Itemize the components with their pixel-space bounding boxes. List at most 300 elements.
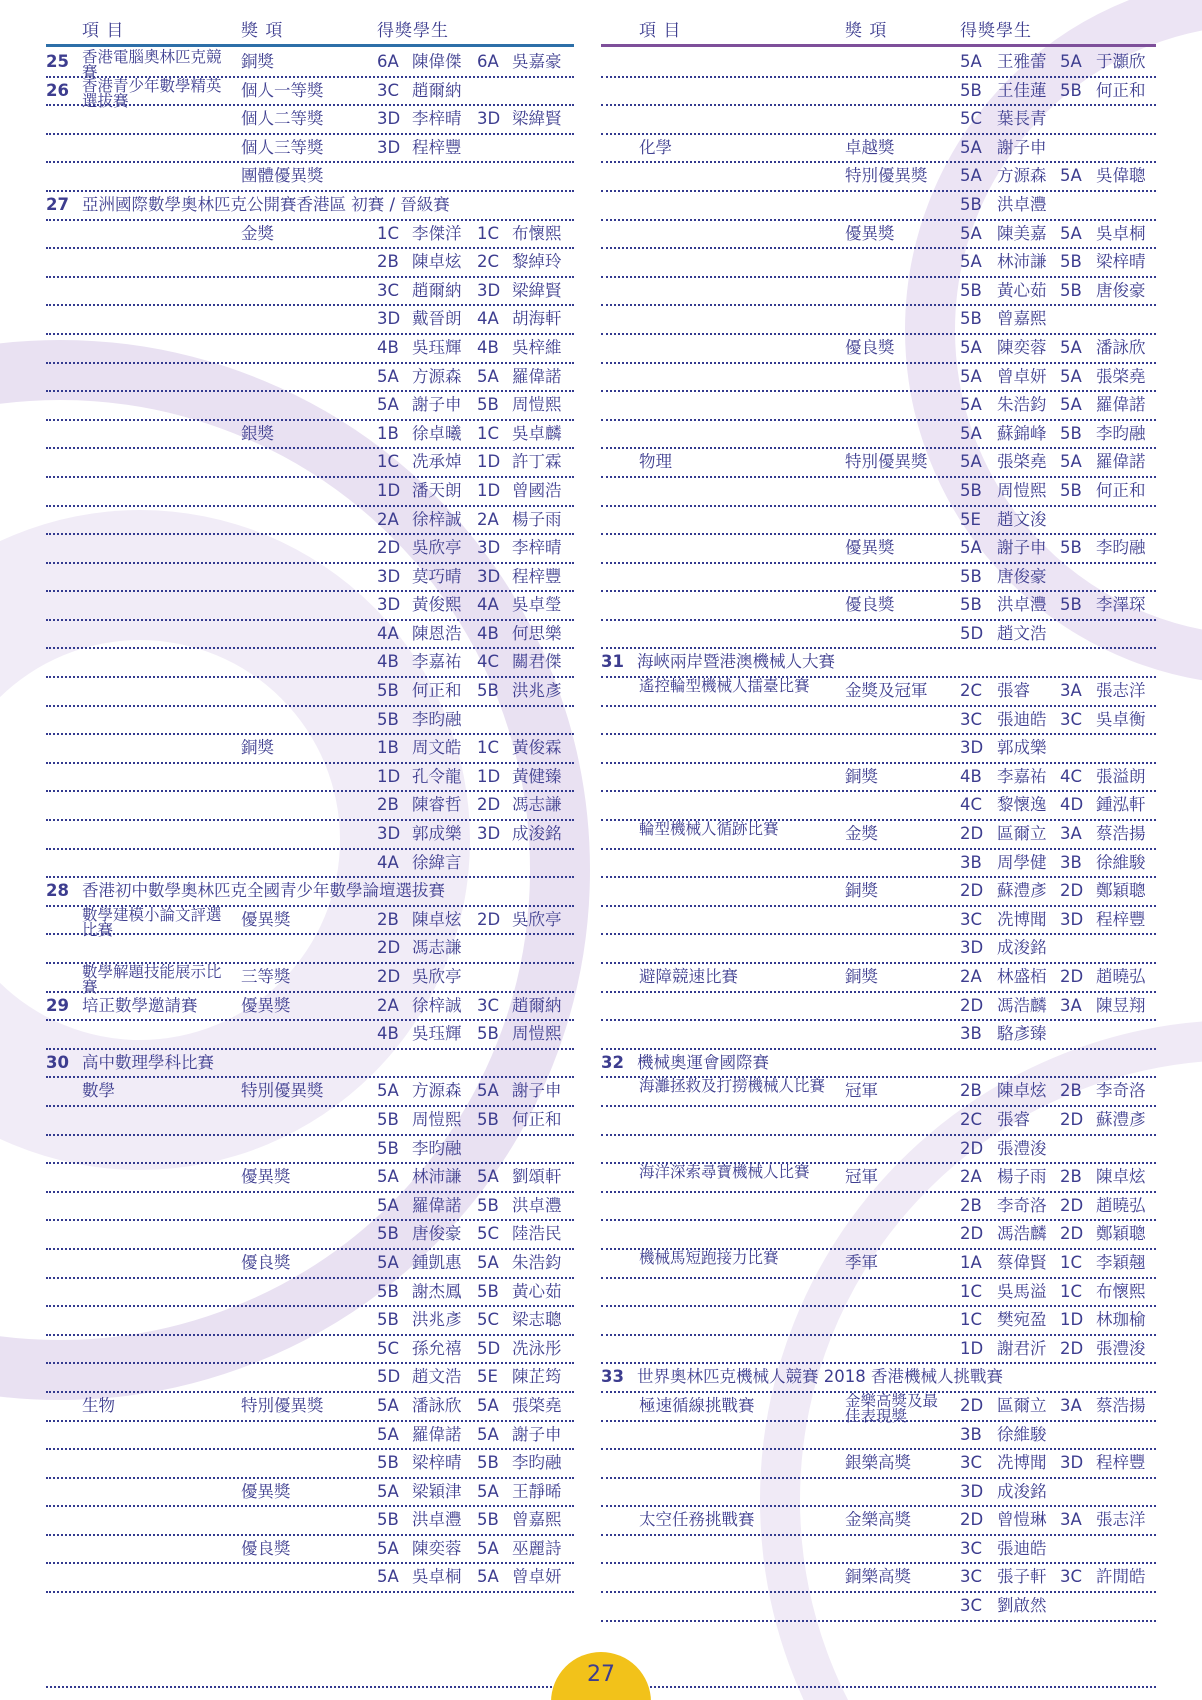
table-row (601, 278, 1156, 307)
class-code: 5B (1060, 423, 1082, 443)
table-row (46, 1164, 574, 1193)
class-code: 5A (477, 1424, 499, 1444)
student-name: 趙曉弘 (1096, 1195, 1146, 1215)
award-name: 金獎 (241, 223, 274, 243)
student-name: 梁緯賢 (512, 280, 562, 300)
class-code: 5B (1060, 538, 1082, 558)
student-name: 楊子雨 (997, 1167, 1047, 1187)
student-name: 李梓晴 (412, 109, 462, 129)
award-name: 優異獎 (845, 538, 895, 558)
class-code: 2A (477, 509, 499, 529)
class-code: 2B (377, 252, 399, 272)
class-code: 5B (960, 566, 982, 586)
student-name: 何正和 (412, 681, 462, 701)
item-name: 輪型機械人循跡比賽 (639, 820, 779, 839)
table-row (601, 478, 1156, 507)
class-code: 5A (1060, 166, 1082, 186)
competition-number: 33 (601, 1367, 624, 1387)
table-row (46, 421, 574, 450)
item-name: 海灘拯救及打撈機械人比賽 (639, 1077, 826, 1096)
award-name: 冠軍 (845, 1081, 878, 1101)
table-row (46, 192, 574, 221)
class-code: 2D (1060, 1109, 1084, 1129)
award-name: 優良獎 (845, 337, 895, 357)
class-code: 5B (477, 1281, 499, 1301)
class-code: 5A (477, 1081, 499, 1101)
student-name: 趙曉弘 (1096, 967, 1146, 986)
student-name: 周愷熙 (512, 395, 562, 415)
table-row (601, 78, 1156, 107)
student-name: 樊宛盈 (997, 1310, 1047, 1330)
class-code: 5B (1060, 252, 1082, 272)
table-row (46, 48, 574, 81)
class-code: 5E (477, 1367, 498, 1387)
award-name: 銀樂高獎 (845, 1453, 911, 1473)
header-award: 獎 項 (845, 21, 888, 41)
class-code: 5B (377, 1224, 399, 1244)
award-name: 個人三等獎 (241, 137, 324, 157)
award-name: 卓越獎 (845, 137, 895, 157)
student-name: 鍾凱惠 (412, 1252, 462, 1272)
class-code: 5B (960, 194, 982, 214)
class-code: 2D (960, 1224, 984, 1244)
class-code: 2D (1060, 1224, 1084, 1244)
table-row (46, 764, 574, 793)
table-row (601, 392, 1156, 421)
table-row (46, 678, 574, 707)
class-code: 5A (960, 423, 982, 443)
student-name: 周文皓 (412, 738, 462, 758)
table-row (601, 678, 1156, 707)
table-row (601, 1279, 1156, 1308)
student-name: 曾愷琳 (997, 1510, 1047, 1530)
competition-number: 30 (46, 1052, 69, 1072)
class-code: 5A (377, 1538, 399, 1558)
student-name: 郭成樂 (997, 738, 1047, 758)
student-name: 陳卓炫 (1096, 1167, 1146, 1187)
student-name: 李梓晴 (512, 538, 562, 558)
table-row (46, 392, 574, 421)
class-code: 5B (377, 681, 399, 701)
student-name: 洪卓灃 (997, 194, 1047, 214)
student-name: 莫巧晴 (412, 566, 462, 586)
award-name: 銅獎 (241, 738, 274, 758)
student-name: 謝子申 (412, 395, 462, 415)
class-code: 3D (377, 309, 401, 329)
competition-number: 26 (46, 80, 69, 100)
student-name: 梁梓晴 (1096, 252, 1146, 272)
table-row (46, 821, 574, 850)
table-row (46, 1021, 574, 1050)
table-row (46, 135, 574, 164)
student-name: 徐梓誠 (412, 995, 462, 1015)
table-row (46, 935, 574, 964)
table-row (46, 449, 574, 478)
class-code: 5A (377, 1395, 399, 1415)
table-row (46, 564, 574, 593)
table-row (601, 192, 1156, 221)
table-row (46, 1136, 574, 1165)
class-code: 1C (1060, 1281, 1083, 1301)
student-name: 成浚銘 (512, 824, 562, 844)
item-name: 香港電腦奧林匹克競賽 (82, 48, 222, 81)
student-name: 陳昱翔 (1096, 995, 1146, 1015)
student-name: 劉頌軒 (512, 1167, 562, 1187)
class-code: 2B (960, 1081, 982, 1101)
student-name: 曾嘉熙 (512, 1510, 562, 1530)
table-row (601, 1507, 1156, 1536)
table-row (46, 735, 574, 764)
class-code: 1D (377, 766, 401, 786)
class-code: 1B (377, 738, 399, 758)
class-code: 3C (960, 1453, 983, 1473)
right-header (601, 14, 1156, 44)
table-row (601, 1107, 1156, 1136)
student-name: 羅偉諾 (412, 1195, 462, 1215)
class-code: 1D (477, 480, 501, 500)
student-name: 陳芷筠 (512, 1367, 562, 1387)
student-name: 周愷熙 (412, 1109, 462, 1129)
class-code: 4C (1060, 766, 1083, 786)
class-code: 1C (477, 738, 500, 758)
class-code: 5B (477, 1024, 499, 1044)
class-code: 5B (377, 1510, 399, 1530)
class-code: 2A (377, 995, 399, 1015)
student-name: 吳欣亭 (512, 909, 562, 929)
class-code: 2D (377, 967, 401, 986)
student-name: 黃俊霖 (512, 738, 562, 758)
student-name: 徐卓曦 (412, 423, 462, 443)
table-row (601, 1450, 1156, 1479)
class-code: 1C (960, 1281, 983, 1301)
item-name: 數學解題技能展示比賽 (82, 963, 222, 996)
competition-number: 31 (601, 652, 624, 672)
class-code: 1C (477, 423, 500, 443)
table-row (46, 1422, 574, 1451)
student-name: 馮浩麟 (997, 995, 1047, 1015)
class-code: 5A (477, 1167, 499, 1187)
student-name: 曾嘉熙 (997, 309, 1047, 329)
table-row (46, 306, 574, 335)
student-name: 王雅蕾 (997, 52, 1047, 71)
student-name: 潘天朗 (412, 480, 462, 500)
left-award-table (46, 49, 574, 1593)
student-name: 李澤琛 (1096, 595, 1146, 615)
student-name: 陸浩民 (512, 1224, 562, 1244)
page-number: 27 (551, 1652, 651, 1700)
class-code: 3C (960, 1596, 983, 1616)
student-name: 洪卓灃 (997, 595, 1047, 615)
class-code: 5B (477, 395, 499, 415)
student-name: 梁緯賢 (512, 109, 562, 129)
class-code: 5A (1060, 223, 1082, 243)
class-code: 1C (960, 1310, 983, 1330)
class-code: 5A (377, 1081, 399, 1101)
table-row (46, 1336, 574, 1365)
student-name: 程梓豐 (1096, 909, 1146, 929)
table-row (46, 1250, 574, 1279)
table-row (46, 478, 574, 507)
award-name: 特別優異獎 (845, 452, 928, 472)
table-row (601, 1391, 1156, 1425)
student-name: 冼泳彤 (512, 1338, 562, 1358)
student-name: 趙爾納 (412, 80, 462, 100)
class-code: 5A (477, 1567, 499, 1587)
award-name: 個人二等獎 (241, 109, 324, 129)
award-name: 優異獎 (845, 223, 895, 243)
student-name: 蘇澧彥 (1096, 1109, 1146, 1129)
student-name: 周愷熙 (512, 1024, 562, 1044)
table-row (601, 1364, 1156, 1393)
student-name: 李奇洛 (1096, 1081, 1146, 1101)
item-name: 生物 (82, 1395, 115, 1415)
student-name: 方源森 (412, 366, 462, 386)
class-code: 1D (477, 452, 501, 472)
class-code: 5A (377, 1567, 399, 1587)
award-name: 金獎 (845, 824, 878, 844)
class-code: 3A (1060, 1395, 1082, 1415)
class-code: 2D (960, 995, 984, 1015)
student-name: 唐俊豪 (412, 1224, 462, 1244)
student-name: 張溢朗 (1096, 766, 1146, 786)
student-name: 林珈榆 (1096, 1310, 1146, 1330)
table-row (601, 106, 1156, 135)
student-name: 何正和 (1096, 480, 1146, 500)
header-students: 得獎學生 (377, 21, 449, 41)
item-name: 培正數學邀請賽 (82, 995, 198, 1015)
table-row (601, 1221, 1156, 1250)
student-name: 吳珏輝 (412, 1024, 462, 1044)
student-name: 李傑洋 (412, 223, 462, 243)
class-code: 4B (477, 623, 499, 643)
table-row (601, 1250, 1156, 1279)
student-name: 王靜晞 (512, 1481, 562, 1501)
student-name: 張志洋 (1096, 1510, 1146, 1530)
student-name: 孫允禧 (412, 1338, 462, 1358)
student-name: 成浚銘 (997, 1481, 1047, 1501)
class-code: 5A (377, 395, 399, 415)
table-row (601, 878, 1156, 907)
class-code: 2D (377, 538, 401, 558)
student-name: 張迪皓 (997, 1538, 1047, 1558)
class-code: 5A (960, 166, 982, 186)
table-row (601, 1564, 1156, 1593)
class-code: 4B (377, 337, 399, 357)
student-name: 蔡浩揚 (1096, 1395, 1146, 1415)
student-name: 林沛謙 (997, 252, 1047, 272)
item-name: 香港青少年數學精英選拔賽 (82, 76, 222, 110)
award-name: 優良獎 (241, 1538, 291, 1558)
class-code: 4A (477, 309, 499, 329)
student-name: 曾國浩 (512, 480, 562, 500)
student-name: 方源森 (997, 166, 1047, 186)
table-row (601, 221, 1156, 250)
class-code: 5B (477, 1195, 499, 1215)
class-code: 5A (477, 1481, 499, 1501)
award-name: 特別優異獎 (845, 166, 928, 186)
award-name: 銅獎 (845, 967, 878, 986)
student-name: 何正和 (1096, 80, 1146, 100)
student-name: 陳卓炫 (997, 1081, 1047, 1101)
class-code: 5A (377, 1195, 399, 1215)
student-name: 陳恩浩 (412, 623, 462, 643)
class-code: 5A (1060, 395, 1082, 415)
student-name: 洪兆彥 (412, 1310, 462, 1330)
class-code: 1A (960, 1252, 982, 1272)
award-name: 冠軍 (845, 1167, 878, 1187)
class-code: 3A (1060, 824, 1082, 844)
student-name: 蘇錦峰 (997, 423, 1047, 443)
table-row (46, 1507, 574, 1536)
class-code: 5B (960, 80, 982, 100)
student-name: 謝君沂 (997, 1338, 1047, 1358)
award-name: 季軍 (845, 1252, 878, 1272)
student-name: 洪兆彥 (512, 681, 562, 701)
item-name: 避障競速比賽 (639, 967, 738, 986)
class-code: 4B (377, 652, 399, 672)
student-name: 吳嘉豪 (512, 52, 562, 71)
competition-title: 世界奧林匹克機械人競賽 2018 香港機械人挑戰賽 (637, 1367, 1003, 1387)
competition-title: 亞洲國際數學奧林匹克公開賽香港區 初賽 / 晉級賽 (82, 194, 450, 214)
class-code: 1D (377, 480, 401, 500)
left-header-rule (46, 44, 574, 47)
table-row (601, 364, 1156, 393)
table-row (601, 1050, 1156, 1079)
student-name: 曾卓妍 (997, 366, 1047, 386)
class-code: 2D (960, 1138, 984, 1158)
class-code: 5B (960, 595, 982, 615)
header-item: 項 目 (82, 21, 125, 41)
class-code: 1C (377, 223, 400, 243)
class-code: 2C (477, 252, 500, 272)
student-name: 周愷熙 (997, 480, 1047, 500)
item-name: 數學 (82, 1081, 115, 1101)
student-name: 徐維駿 (1096, 852, 1146, 872)
student-name: 陳睿哲 (412, 795, 462, 815)
student-name: 于灝欣 (1096, 52, 1146, 71)
student-name: 許閒皓 (1096, 1567, 1146, 1587)
student-name: 趙文浚 (997, 509, 1047, 529)
class-code: 2D (1060, 1195, 1084, 1215)
student-name: 謝子申 (512, 1424, 562, 1444)
student-name: 潘詠欣 (1096, 337, 1146, 357)
student-name: 趙爾納 (512, 995, 562, 1015)
award-name: 優良獎 (845, 595, 895, 615)
student-name: 冼博聞 (997, 909, 1047, 929)
class-code: 5A (477, 1252, 499, 1272)
student-name: 陳美嘉 (997, 223, 1047, 243)
class-code: 3C (477, 995, 500, 1015)
award-name: 優異獎 (241, 995, 291, 1015)
student-name: 胡海軒 (512, 309, 562, 329)
table-row (46, 278, 574, 307)
award-name: 銅獎 (845, 766, 878, 786)
class-code: 3D (477, 280, 501, 300)
student-name: 張澧浚 (1096, 1338, 1146, 1358)
class-code: 4C (960, 795, 983, 815)
class-code: 5E (960, 509, 981, 529)
award-name: 金獎及冠軍 (845, 681, 928, 701)
student-name: 羅偉諾 (1096, 452, 1146, 472)
class-code: 4C (477, 652, 500, 672)
award-name: 個人一等獎 (241, 80, 324, 100)
class-code: 3C (960, 909, 983, 929)
student-name: 羅偉諾 (1096, 395, 1146, 415)
item-name: 化學 (639, 137, 672, 157)
table-row (601, 306, 1156, 335)
student-name: 黎綽玲 (512, 252, 562, 272)
student-name: 吳卓麟 (512, 423, 562, 443)
class-code: 3C (960, 1567, 983, 1587)
class-code: 5A (477, 366, 499, 386)
student-name: 張睿 (997, 681, 1030, 701)
class-code: 2A (960, 1167, 982, 1187)
class-code: 3C (377, 80, 400, 100)
award-name: 銅樂高獎 (845, 1567, 911, 1587)
class-code: 2D (477, 909, 501, 929)
student-name: 梁梓晴 (412, 1453, 462, 1473)
student-name: 陳偉傑 (412, 52, 462, 71)
table-row (601, 993, 1156, 1022)
class-code: 5B (960, 280, 982, 300)
award-name: 特別優異獎 (241, 1081, 324, 1101)
item-name: 太空任務挑戰賽 (639, 1510, 755, 1530)
class-code: 3D (377, 109, 401, 129)
class-code: 5B (377, 709, 399, 729)
table-row (46, 535, 574, 564)
student-name: 張志洋 (1096, 681, 1146, 701)
student-name: 巫麗詩 (512, 1538, 562, 1558)
student-name: 李昀融 (512, 1453, 562, 1473)
award-name: 優異獎 (241, 1481, 291, 1501)
student-name: 郭成樂 (412, 824, 462, 844)
student-name: 洪卓灃 (412, 1510, 462, 1530)
left-header (46, 14, 574, 44)
student-name: 周學健 (997, 852, 1047, 872)
student-name: 劉啟然 (997, 1596, 1047, 1616)
award-name: 特別優異獎 (241, 1395, 324, 1415)
table-row (601, 163, 1156, 192)
table-row (46, 850, 574, 879)
class-code: 3C (960, 709, 983, 729)
class-code: 3D (477, 566, 501, 586)
table-row (46, 1307, 574, 1336)
student-name: 張棨堯 (997, 452, 1047, 472)
student-name: 方源森 (412, 1081, 462, 1101)
class-code: 2D (1060, 881, 1084, 901)
class-code: 5D (377, 1367, 401, 1387)
student-name: 黃心茹 (997, 280, 1047, 300)
class-code: 3D (960, 1481, 984, 1501)
class-code: 3A (1060, 1510, 1082, 1530)
item-name: 物理 (639, 452, 672, 472)
award-name: 銅獎 (845, 881, 878, 901)
competition-number: 29 (46, 995, 69, 1015)
class-code: 6A (377, 52, 399, 71)
table-row (46, 1393, 574, 1422)
class-code: 2D (1060, 967, 1084, 986)
right-award-table (601, 49, 1156, 1622)
item-name: 機械馬短跑接力比賽 (639, 1248, 779, 1267)
student-name: 布懷熙 (512, 223, 562, 243)
student-name: 徐梓誠 (412, 509, 462, 529)
table-row (46, 621, 574, 650)
class-code: 2A (960, 967, 982, 986)
student-name: 鄭穎聰 (1096, 881, 1146, 901)
class-code: 2D (960, 824, 984, 844)
student-name: 程梓豐 (412, 137, 462, 157)
table-row (601, 935, 1156, 964)
